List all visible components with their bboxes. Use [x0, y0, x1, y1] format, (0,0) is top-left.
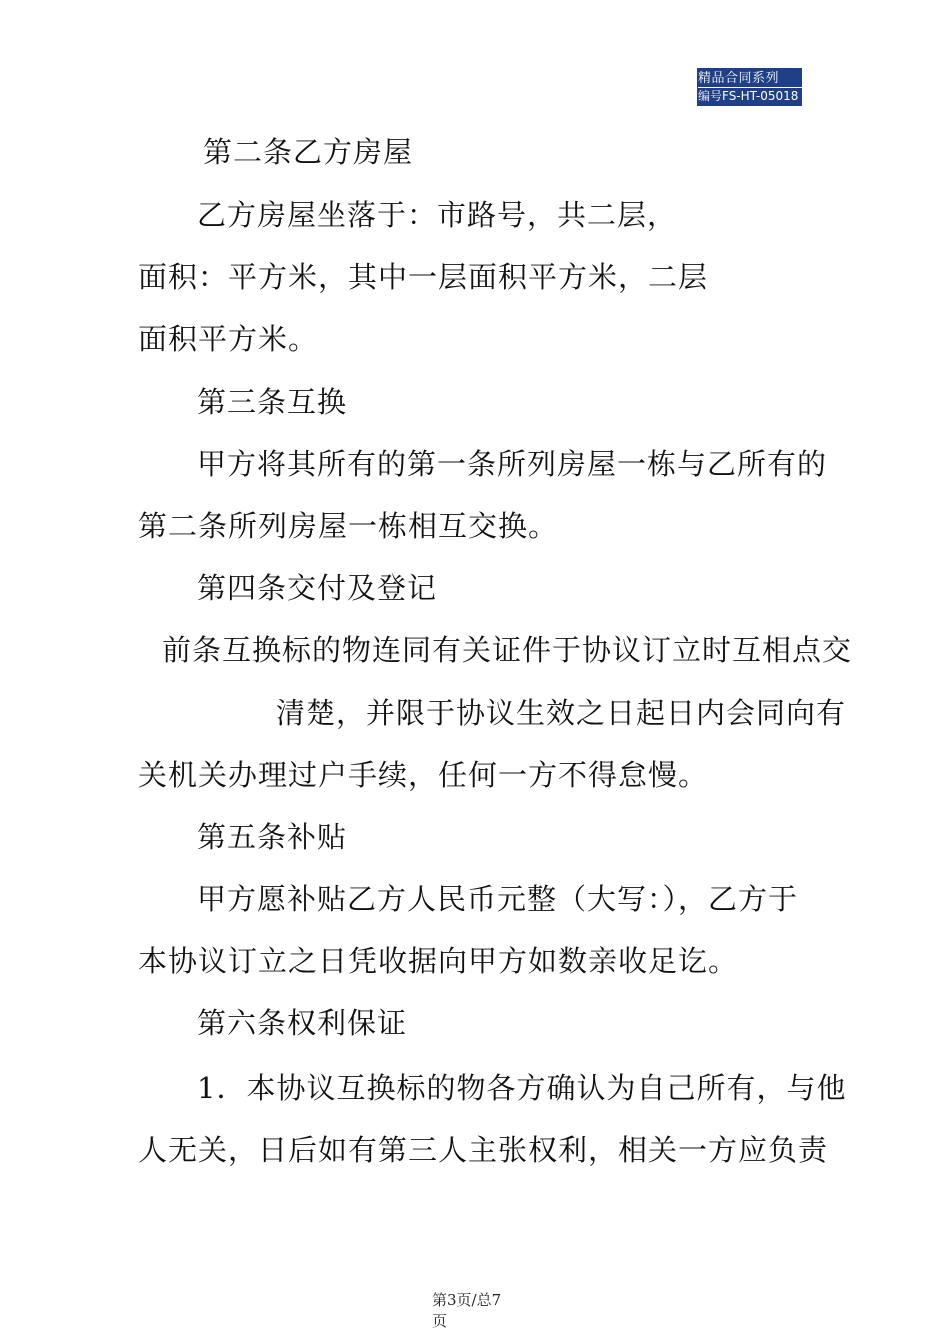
- article-2-line-1: 乙方房屋坐落于：市路号，共二层，: [197, 198, 678, 232]
- article-5-line-2: 本协议订立之日凭收据向甲方如数亲收足讫。: [138, 944, 739, 978]
- article-2-heading: 第二条乙方房屋: [203, 135, 414, 169]
- article-4-line-2: 清楚，并限于协议生效之日起日内会同向有: [276, 696, 847, 730]
- article-3-line-2: 第二条所列房屋一栋相互交换。: [138, 509, 559, 543]
- page-number-line-2: 页: [432, 1312, 448, 1330]
- article-3-heading: 第三条互换: [197, 385, 348, 419]
- page-number-line-1: 第3页/总7: [432, 1291, 502, 1309]
- page-number-footer: [432, 1290, 542, 1332]
- article-4-heading: 第四条交付及登记: [197, 571, 438, 605]
- article-2-line-3: 面积平方米。: [138, 322, 319, 356]
- series-label: 精品合同系列: [698, 70, 802, 88]
- article-2-line-2: 面积：平方米，其中一层面积平方米，二层: [138, 260, 709, 294]
- article-4-line-3: 关机关办理过户手续，任何一方不得怠慢。: [138, 758, 709, 792]
- article-6-heading: 第六条权利保证: [197, 1006, 408, 1040]
- article-6-line-1: 1．本协议互换标的物各方确认为自己所有，与他: [197, 1071, 847, 1105]
- article-4-line-1: 前条互换标的物连同有关证件于协议订立时互相点交: [162, 633, 853, 667]
- contract-series-badge: [697, 68, 802, 106]
- article-3-line-1: 甲方将其所有的第一条所列房屋一栋与乙所有的: [197, 447, 828, 481]
- document-number: 编号FS-HT-05018: [698, 89, 799, 103]
- article-6-line-2: 人无关，日后如有第三人主张权利，相关一方应负责: [138, 1133, 829, 1167]
- article-5-line-1: 甲方愿补贴乙方人民币元整（大写：），乙方于: [197, 882, 799, 916]
- article-5-heading: 第五条补贴: [197, 820, 348, 854]
